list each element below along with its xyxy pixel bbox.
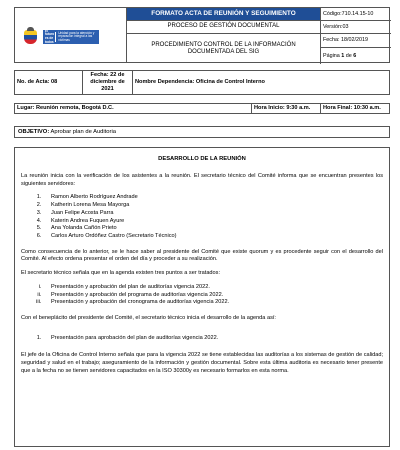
attendee-item: 3. Juan Felipe Acosta Parra (43, 210, 383, 218)
objective-text: Aprobar plan de Auditoria (49, 129, 116, 135)
agenda-list (43, 284, 383, 307)
objective-label: OBJETIVO: (18, 129, 50, 135)
paragraph-agenda-start: Con el beneplácito del presidente del Comité, el secretario técnico inicia el desarrollo de la agenda así: (21, 315, 276, 322)
attendee-item: 2. Katherin Lorena Mesa Mayorga (43, 202, 383, 210)
process-name: PROCESO DE GESTIÓN DOCUMENTAL (127, 21, 320, 34)
meeting-info-table (14, 70, 390, 95)
page-total: 6 (353, 52, 357, 59)
document-version: Versión:03 (320, 21, 391, 34)
paragraph-attendance: La reunión inicia con la verificación de los asistentes a la reunión. El secretario técnico del Comité informa que se encuentran presentes los siguientes servidores: (21, 172, 383, 187)
section-heading: DESARROLLO DE LA REUNIÓN (158, 156, 246, 162)
meeting-place: Lugar: Reunión remota, Bogotá D.C. (15, 104, 252, 114)
procedure-name: PROCEDIMIENTO CONTROL DE LA INFORMACIÓN DOCUMENTADA DEL SIG (151, 41, 296, 55)
page-number (320, 48, 391, 64)
form-title: FORMATO ACTA DE REUNIÓN Y SEGUIMIENTO (127, 8, 320, 21)
objective-row (14, 126, 390, 138)
paragraph-agenda-intro: El secretario técnico señala que en la agenda existen tres puntos a ser tratados: (21, 270, 221, 277)
document-header (14, 7, 390, 63)
agenda-item: iii. Presentación y aprobación del cronograma de auditorías vigencia 2022. (43, 299, 383, 307)
page-current: 1 (341, 52, 345, 59)
attendee-item: 4. Katerin Andrea Fuquen Ayure (43, 218, 383, 226)
document-date: Fecha: 18/02/2019 (320, 34, 391, 48)
paragraph-audits: El jefe de la Oficina de Control Interno señala que para la vigencia 2022 se tiene establecidas las auditorías a los sistemas de gestión de calidad; seguridad y salud en el trabajo; aseguramiento de la información y gestión documental. Sobre esta última auditoria es necesario tener presente que a la fecha no se tienen servidores capacitados en la ISO 30300y es necesario formarlos en esta norma. (21, 352, 383, 374)
acta-number: No. de Acta: 08 (15, 71, 83, 95)
meeting-place-table (14, 103, 390, 114)
attendee-item: 1. Ramon Alberto Rodríguez Andrade (43, 194, 383, 202)
logo-banner (43, 30, 99, 44)
start-time: Hora Inicio: 9:30 a.m. (252, 104, 321, 114)
entity-logo (24, 30, 99, 44)
logo-entity-name: Unidad para la atención y reparación integral a las víctimas (55, 32, 97, 43)
agenda-item: i. Presentación y aprobación del plan de auditorías vigencia 2022. (43, 284, 383, 292)
meeting-date: Fecha: 22 de diciembre de 2021 (83, 71, 133, 95)
attendee-item: 6. Carlos Arturo Ordóñez Castro (Secretario Técnico) (43, 233, 383, 241)
logo-cell (15, 8, 127, 62)
attendee-item: 5. Ana Yolanda Cañón Prieto (43, 225, 383, 233)
page-mid: de (345, 52, 352, 59)
document-code: Código:710.14.15-10 (320, 8, 391, 21)
dependency-name: Nombre Dependencia: Oficina de Control Interno (133, 71, 390, 95)
agenda-item: ii. Presentación y aprobación del programa de auditorías vigencia 2022. (43, 292, 383, 300)
end-time: Hora Final: 10:30 a.m. (321, 104, 390, 114)
paragraph-quorum: Como consecuencia de lo anterior, se le hace saber al presidente del Comité que existe quorum y es procedente seguir con el desarrollo del Comité. Al efecto ordena presentar el orden del día y proceder a su realización. (21, 248, 383, 263)
agenda-development-item: 1. Presentación para aprobación del plan de auditorías vigencia 2022. (43, 335, 383, 343)
logo-slogan: El futuro es de todos (45, 28, 55, 44)
attendees-list (43, 194, 383, 240)
page-prefix: Página (323, 52, 340, 59)
agenda-development-list (43, 335, 383, 343)
meeting-development (14, 147, 390, 447)
colombia-seal-icon (24, 30, 37, 44)
